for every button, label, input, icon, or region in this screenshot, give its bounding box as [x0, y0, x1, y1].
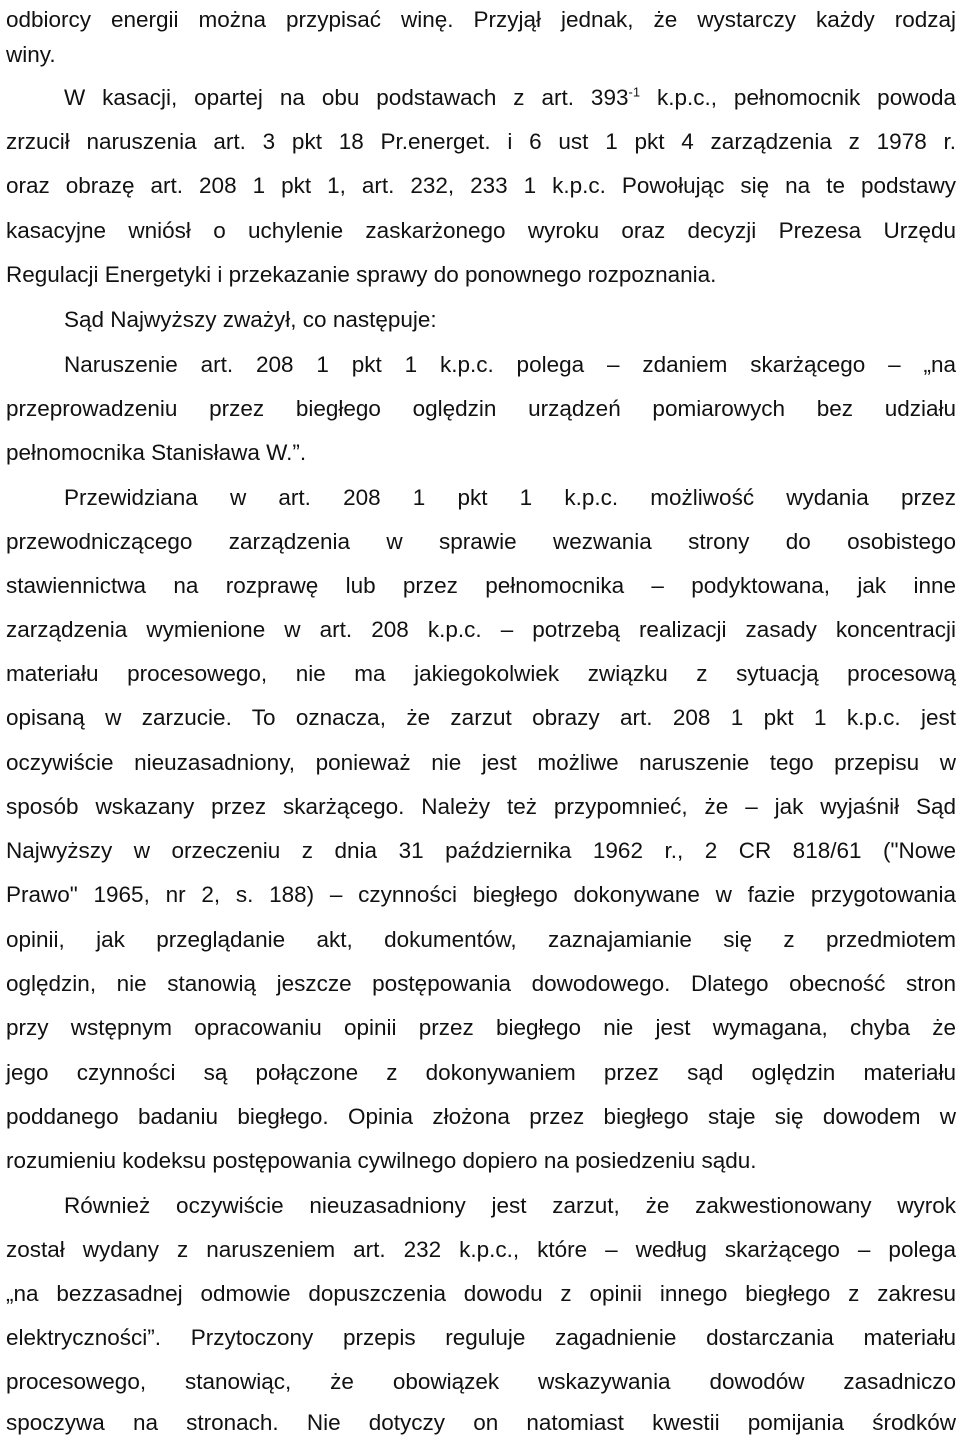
text-line: stawiennictwa na rozprawę lub przez pełnomocnika – podyktowana, jak inne	[6, 573, 956, 598]
text-line: oczywiście nieuzasadniony, ponieważ nie jest możliwe naruszenie tego przepisu w	[6, 750, 956, 775]
text-line: Naruszenie art. 208 1 pkt 1 k.p.c. polega – zdaniem skarżącego – „na	[64, 352, 956, 377]
text-line: rozumieniu kodeksu postępowania cywilnego dopiero na posiedzeniu sądu.	[6, 1148, 757, 1173]
text-line: został wydany z naruszeniem art. 232 k.p.c., które – według skarżącego – polega	[6, 1237, 956, 1262]
text-line: spoczywa na stronach. Nie dotyczy on natomiast kwestii pomijania środków	[6, 1410, 956, 1435]
text-line: winy.	[6, 42, 56, 67]
text-line: Prawo" 1965, nr 2, s. 188) – czynności biegłego dokonywane w fazie przygotowania	[6, 882, 956, 907]
text-line: procesowego, stanowiąc, że obowiązek wskazywania dowodów zasadniczo	[6, 1369, 956, 1394]
text-line: jego czynności są połączone z dokonywaniem przez sąd oględzin materiału	[6, 1060, 956, 1085]
text-line: zarządzenia wymienione w art. 208 k.p.c. – potrzebą realizacji zasady koncentracji	[6, 617, 956, 642]
text-line	[64, 80, 956, 116]
section-heading: Sąd Najwyższy zważył, co następuje:	[64, 307, 437, 332]
text-line: poddanego badaniu biegłego. Opinia złożona przez biegłego staje się dowodem w	[6, 1104, 956, 1129]
text-line: opisaną w zarzucie. To oznacza, że zarzut obrazy art. 208 1 pkt 1 k.p.c. jest	[6, 705, 956, 730]
text-segment: k.p.c., pełnomocnik powoda	[640, 85, 957, 110]
text-line: zrzucił naruszenia art. 3 pkt 18 Pr.energet. i 6 ust 1 pkt 4 zarządzenia z 1978 r.	[6, 129, 956, 154]
text-line: kasacyjne wniósł o uchylenie zaskarżonego wyroku oraz decyzji Prezesa Urzędu	[6, 218, 956, 243]
text-line: przewodniczącego zarządzenia w sprawie wezwania strony do osobistego	[6, 529, 956, 554]
text-line: oraz obrazę art. 208 1 pkt 1, art. 232, 233 1 k.p.c. Powołując się na te podstawy	[6, 173, 956, 198]
text-line: Również oczywiście nieuzasadniony jest zarzut, że zakwestionowany wyrok	[64, 1193, 956, 1218]
text-line: sposób wskazany przez skarżącego. Należy też przypomnieć, że – jak wyjaśnił Sąd	[6, 794, 956, 819]
text-line: pełnomocnika Stanisława W.”.	[6, 440, 307, 465]
text-line: przy wstępnym opracowaniu opinii przez biegłego nie jest wymagana, chyba że	[6, 1015, 956, 1040]
text-line: opinii, jak przeglądanie akt, dokumentów, zaznajamianie się z przedmiotem	[6, 927, 956, 952]
superscript: -1	[628, 84, 641, 100]
text-line: Najwyższy w orzeczeniu z dnia 31 października 1962 r., 2 CR 818/61 ("Nowe	[6, 838, 956, 863]
text-line: Regulacji Energetyki i przekazanie sprawy do ponownego rozpoznania.	[6, 262, 717, 287]
text-line: Przewidziana w art. 208 1 pkt 1 k.p.c. możliwość wydania przez	[64, 485, 956, 510]
text-line: „na bezzasadnej odmowie dopuszczenia dowodu z opinii innego biegłego z zakresu	[6, 1281, 956, 1306]
text-line: przeprowadzeniu przez biegłego oględzin urządzeń pomiarowych bez udziału	[6, 396, 956, 421]
text-line: materiału procesowego, nie ma jakiegokolwiek związku z sytuacją procesową	[6, 661, 956, 686]
text-segment: W kasacji, opartej na obu podstawach z art. 393	[64, 85, 629, 110]
text-line: odbiorcy energii można przypisać winę. Przyjął jednak, że wystarczy każdy rodzaj	[6, 7, 956, 32]
text-line: oględzin, nie stanowią jeszcze postępowania dowodowego. Dlatego obecność stron	[6, 971, 956, 996]
text-line: elektryczności”. Przytoczony przepis reguluje zagadnienie dostarczania materiału	[6, 1325, 956, 1350]
